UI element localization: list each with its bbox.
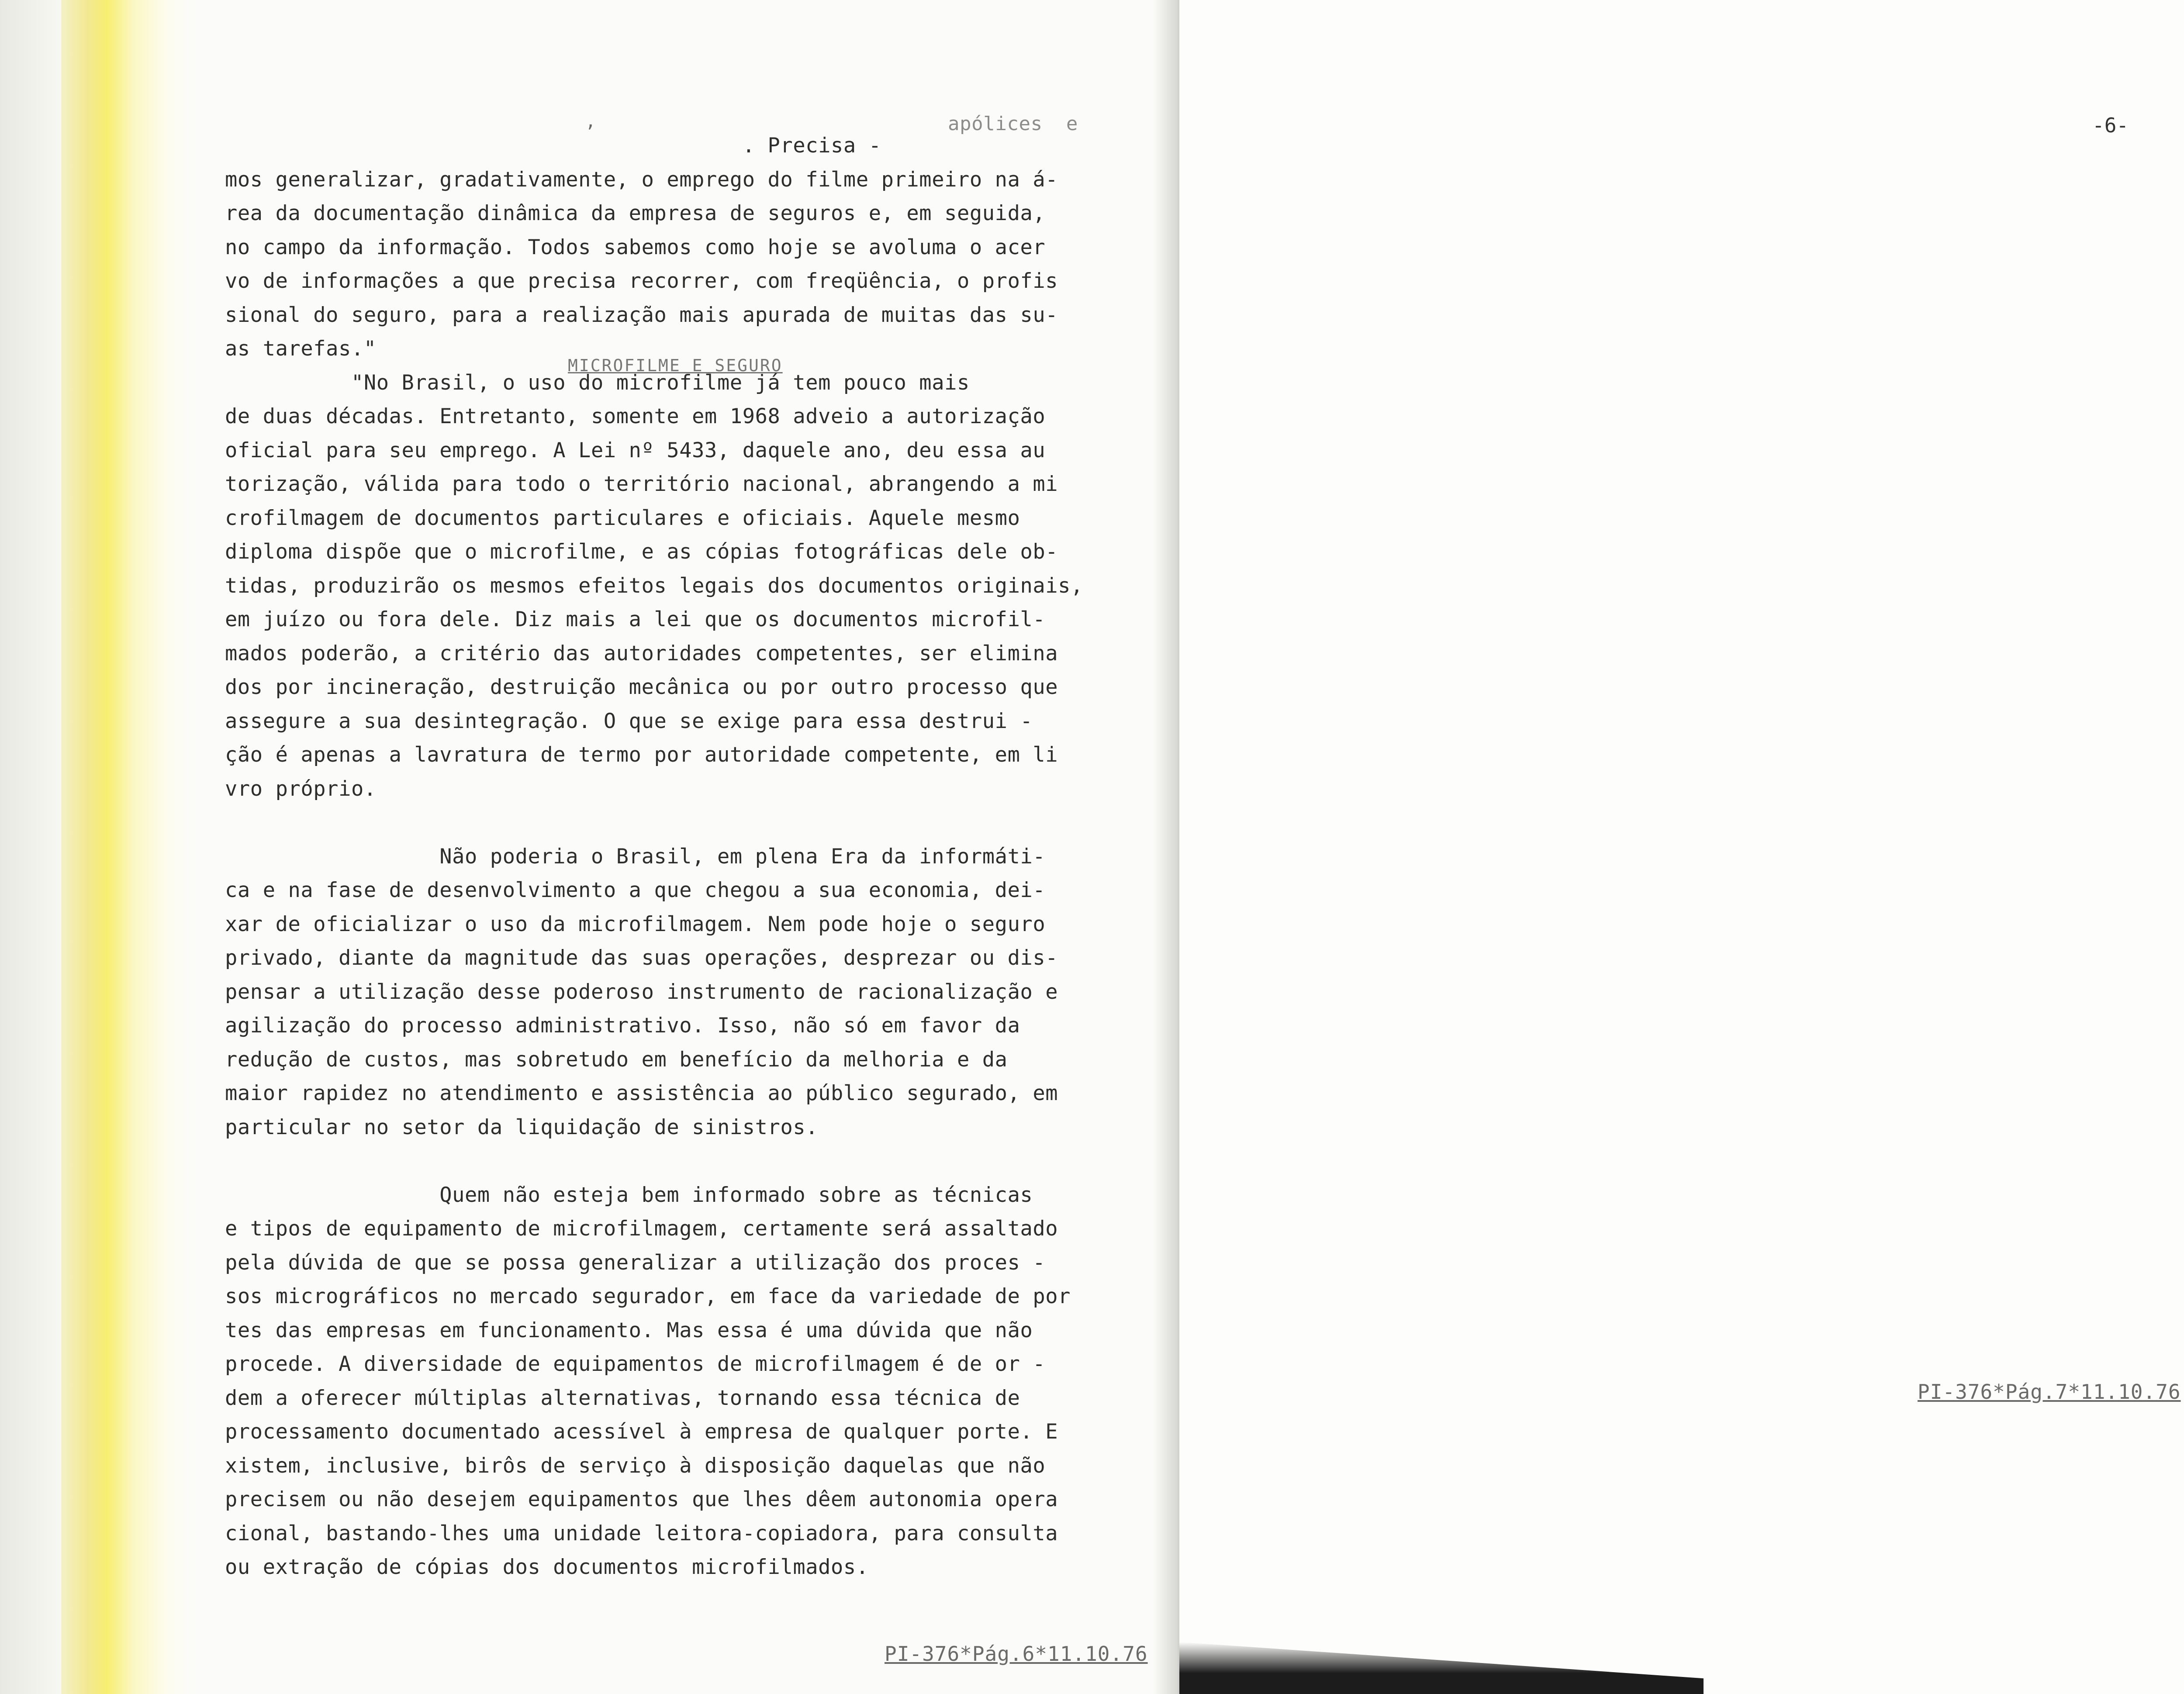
text-line: oficial para seu emprego. A Lei nº 5433, daquele ano, deu essa au — [225, 438, 1046, 462]
text-line: tes das empresas em funcionamento. Mas essa é uma dúvida que não — [225, 1318, 1033, 1342]
page-number: -6- — [2092, 114, 2129, 137]
left-body-text — [225, 129, 1083, 1584]
text-line: redução de custos, mas sobretudo em benefício da melhoria e da — [225, 1047, 1008, 1072]
text-line: procede. A diversidade de equipamentos de microfilmagem é de or - — [225, 1352, 1046, 1376]
text-line: vro próprio. — [225, 776, 377, 801]
text-line: cional, bastando-lhes uma unidade leitora-copiadora, para consulta — [225, 1521, 1058, 1546]
text-line — [225, 806, 1083, 840]
text-line: mos generalizar, gradativamente, o emprego do filme primeiro na á- — [225, 167, 1058, 192]
text-line: Quem não esteja bem informado sobre as técnicas — [225, 1183, 1033, 1207]
header-fragment: apólices e — [948, 113, 1078, 135]
text-line: torização, válida para todo o território nacional, abrangendo a mi — [225, 472, 1058, 496]
text-line: xar de oficializar o uso da microfilmagem. Nem pode hoje o seguro — [225, 912, 1046, 936]
text-line: crofilmagem de documentos particulares e oficiais. Aquele mesmo — [225, 506, 1020, 530]
text-line: sos micrográficos no mercado segurador, em face da variedade de por — [225, 1284, 1071, 1308]
text-line: de duas décadas. Entretanto, somente em 1968 adveio a autorização — [225, 404, 1046, 428]
text-line: ção é apenas a lavratura de termo por autoridade competente, em li — [225, 743, 1058, 767]
text-line: dos por incineração, destruição mecânica ou por outro processo que — [225, 675, 1058, 699]
text-line: ca e na fase de desenvolvimento a que chegou a sua economia, dei- — [225, 878, 1046, 902]
text-line: pela dúvida de que se possa generalizar a utilização dos proces - — [225, 1250, 1046, 1275]
stray-mark: , — [585, 111, 596, 131]
text-line: maior rapidez no atendimento e assistência ao público segurado, em — [225, 1081, 1058, 1105]
text-line: processamento documentado acessível à empresa de qualquer porte. E — [225, 1420, 1058, 1444]
text-line: em juízo ou fora dele. Diz mais a lei que os documentos microfil- — [225, 607, 1046, 631]
text-line: e tipos de equipamento de microfilmagem, certamente será assaltado — [225, 1217, 1058, 1241]
right-page — [1179, 0, 2184, 1694]
text-line: agilização do processo administrativo. Isso, não só em favor da — [225, 1014, 1020, 1038]
page-edge-shadow — [0, 0, 61, 1694]
text-line: xistem, inclusive, birôs de serviço à disposição daquelas que não — [225, 1453, 1046, 1478]
text-line: privado, diante da magnitude das suas operações, desprezar ou dis- — [225, 946, 1058, 970]
text-line: assegure a sua desintegração. O que se exige para essa destrui - — [225, 709, 1033, 733]
text-line: "No Brasil, o uso do microfilme já tem pouco mais — [225, 370, 970, 395]
text-line: vo de informações a que precisa recorrer, com freqüência, o profis — [225, 269, 1058, 293]
microfilm-stamp: MICROFILME E SEGURO — [568, 356, 783, 375]
right-page-footer: PI-376*Pág.7*11.10.76 — [1918, 1380, 2181, 1404]
text-line: no campo da informação. Todos sabemos como hoje se avoluma o acer — [225, 235, 1046, 259]
text-line: precisem ou não desejem equipamentos que lhes dêem autonomia opera — [225, 1487, 1058, 1511]
text-line: Não poderia o Brasil, em plena Era da informáti- — [225, 844, 1046, 869]
text-line — [225, 1144, 1083, 1178]
text-line: diploma dispõe que o microfilme, e as cópias fotográficas dele ob- — [225, 540, 1058, 564]
text-line: tidas, produzirão os mesmos efeitos legais dos documentos originais, — [225, 573, 1083, 598]
text-line: particular no setor da liquidação de sinistros. — [225, 1115, 819, 1139]
text-line: dem a oferecer múltiplas alternativas, tornando essa técnica de — [225, 1386, 1020, 1410]
text-line: rea da documentação dinâmica da empresa de seguros e, em seguida, — [225, 201, 1046, 225]
yellowed-page-edges — [61, 0, 192, 1694]
text-line: sional do seguro, para a realização mais apurada de muitas das su- — [225, 303, 1058, 327]
text-line: as tarefas." — [225, 337, 377, 361]
text-line: mados poderão, a critério das autoridades competentes, ser elimina — [225, 641, 1058, 666]
text-line: pensar a utilização desse poderoso instrumento de racionalização e — [225, 980, 1058, 1004]
text-line: . Precisa - — [225, 134, 881, 158]
left-page-footer: PI-376*Pág.6*11.10.76 — [885, 1642, 1148, 1666]
text-line: ou extração de cópias dos documentos microfilmados. — [225, 1555, 869, 1579]
